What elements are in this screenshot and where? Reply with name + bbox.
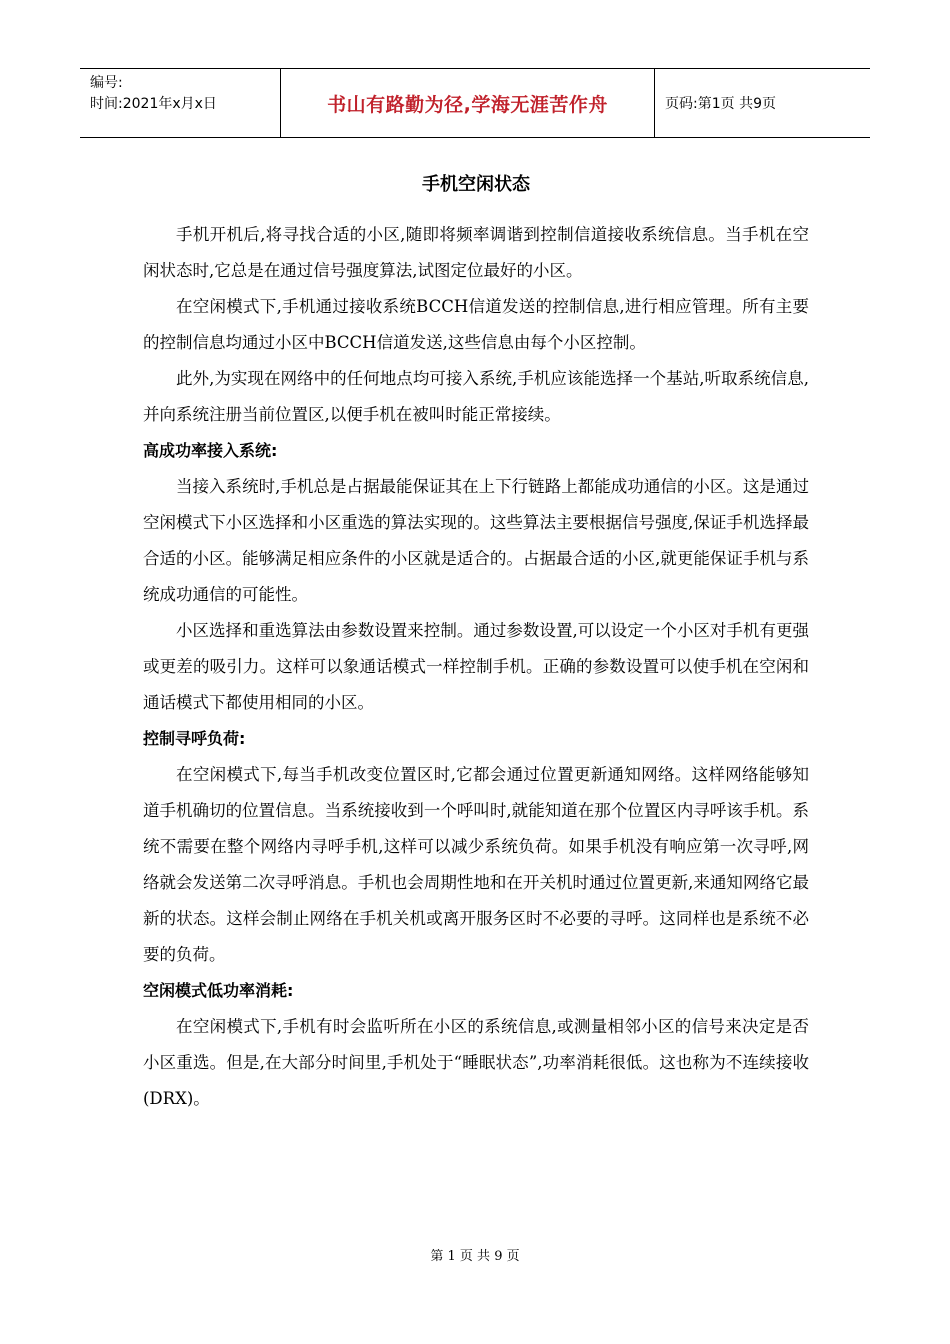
section-heading: 控制寻呼负荷: — [143, 729, 246, 748]
paragraph: 在空闲模式下,手机有时会监听所在小区的系统信息,或测量相邻小区的信号来决定是否小区重选。但是,在大部分时间里,手机处于“睡眠状态”,功率消耗很低。这也称为不连续接收(DRX)。 — [143, 1017, 809, 1108]
page-footer: 第 1 页 共 9 页 — [430, 1249, 520, 1264]
header-meta — [80, 69, 280, 137]
paragraph: 此外,为实现在网络中的任何地点均可接入系统,手机应该能选择一个基站,听取系统信息,并向系统注册当前位置区,以便手机在被叫时能正常接续。 — [143, 369, 809, 424]
section-heading: 空闲模式低功率消耗: — [143, 981, 294, 1000]
paragraph: 在空闲模式下,手机通过接收系统BCCH信道发送的控制信息,进行相应管理。所有主要的控制信息均通过小区中BCCH信道发送,这些信息由每个小区控制。 — [143, 297, 809, 352]
paragraph: 当接入系统时,手机总是占据最能保证其在上下行链路上都能成功通信的小区。这是通过空闲模式下小区选择和小区重选的算法实现的。这些算法主要根据信号强度,保证手机选择最合适的小区。能够满足相应条件的小区就是适合的。占据最合适的小区,就更能保证手机与系统成功通信的可能性。 — [143, 477, 809, 604]
document-time-label: 时间:2021年x月x日 — [90, 96, 217, 112]
paragraph: 在空闲模式下,每当手机改变位置区时,它都会通过位置更新通知网络。这样网络能够知道手机确切的位置信息。当系统接收到一个呼叫时,就能知道在那个位置区内寻呼该手机。系统不需要在整个网络内寻呼手机,这样可以减少系统负荷。如果手机没有响应第一次寻呼,网络就会发送第二次寻呼消息。手机也会周期性地和在开关机时通过位置更新,来通知网络它最新的状态。这样会制止网络在手机关机或离开服务区时不必要的寻呼。这同样也是系统不必要的负荷。 — [143, 765, 809, 964]
page-header — [80, 68, 870, 138]
header-motto: 书山有路勤为径,学海无涯苦作舟 — [280, 69, 655, 137]
paragraph: 小区选择和重选算法由参数设置来控制。通过参数设置,可以设定一个小区对手机有更强或更差的吸引力。这样可以象通话模式一样控制手机。正确的参数设置可以使手机在空闲和通话模式下都使用相同的小区。 — [143, 621, 809, 712]
document-number-label: 编号: — [90, 75, 123, 91]
document-body — [143, 168, 809, 1117]
section-heading: 高成功率接入系统: — [143, 441, 278, 460]
document-title: 手机空闲状态 — [422, 174, 530, 195]
paragraph: 手机开机后,将寻找合适的小区,随即将频率调谐到控制信道接收系统信息。当手机在空闲状态时,它总是在通过信号强度算法,试图定位最好的小区。 — [143, 225, 809, 280]
header-page-info: 页码:第1页 共9页 — [665, 96, 776, 112]
